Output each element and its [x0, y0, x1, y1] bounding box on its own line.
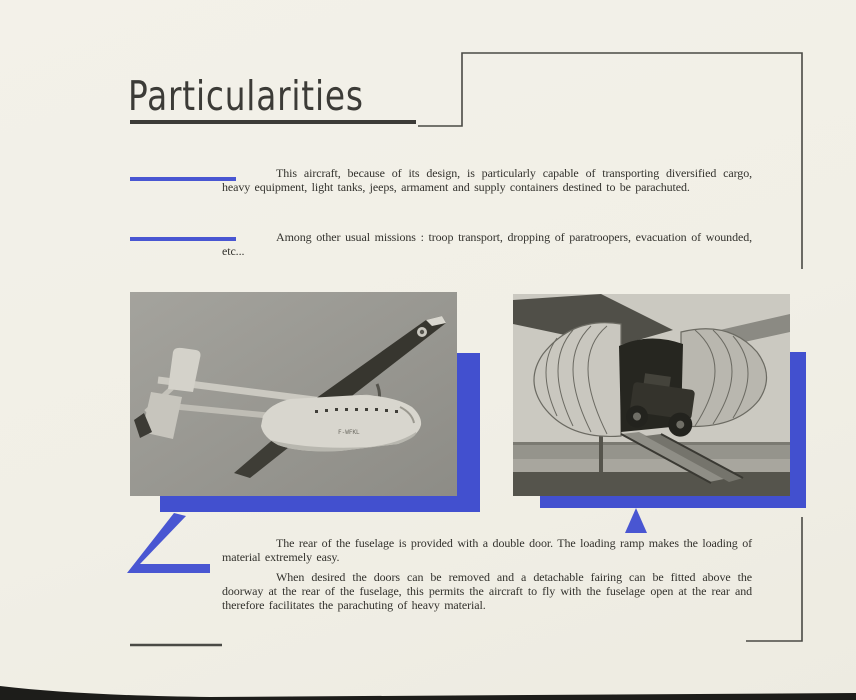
aircraft-registration: F-WFKL [338, 429, 360, 436]
photo-aircraft-in-flight [130, 292, 457, 496]
paragraph: Among other usual missions : troop transport, dropping of paratroopers, evacuation of wounded, etc... [222, 230, 752, 258]
wing-roundel [417, 327, 427, 337]
aircraft-illustration [130, 292, 457, 496]
page-title: Particularities [128, 72, 364, 120]
paragraph-marker [130, 237, 236, 241]
page-bottom-edge-shadow [0, 686, 856, 700]
blue-triangle-decoration [625, 508, 647, 533]
paragraph-marker [130, 177, 236, 181]
paragraph: When desired the doors can be removed and a detachable fairing can be fitted above the doorway at the rear of the fuselage, this permits the aircraft to fly with the fuselage open at the rear and therefore facilitates the parachuting of heavy material. [222, 570, 752, 612]
title-underline [130, 120, 416, 124]
rear-loading-illustration [513, 294, 790, 496]
photo-rear-loading [513, 294, 790, 496]
corner-bracket-bottom-right [746, 517, 802, 641]
paragraph: The rear of the fuselage is provided with a double door. The loading ramp makes the loading of material extremely easy. [222, 536, 752, 564]
blue-angle-decoration [127, 513, 210, 573]
paragraph: This aircraft, because of its design, is particularly capable of transporting diversified cargo, heavy equipment, light tanks, jeeps, armament and supply containers destined to be parachuted. [222, 166, 752, 194]
